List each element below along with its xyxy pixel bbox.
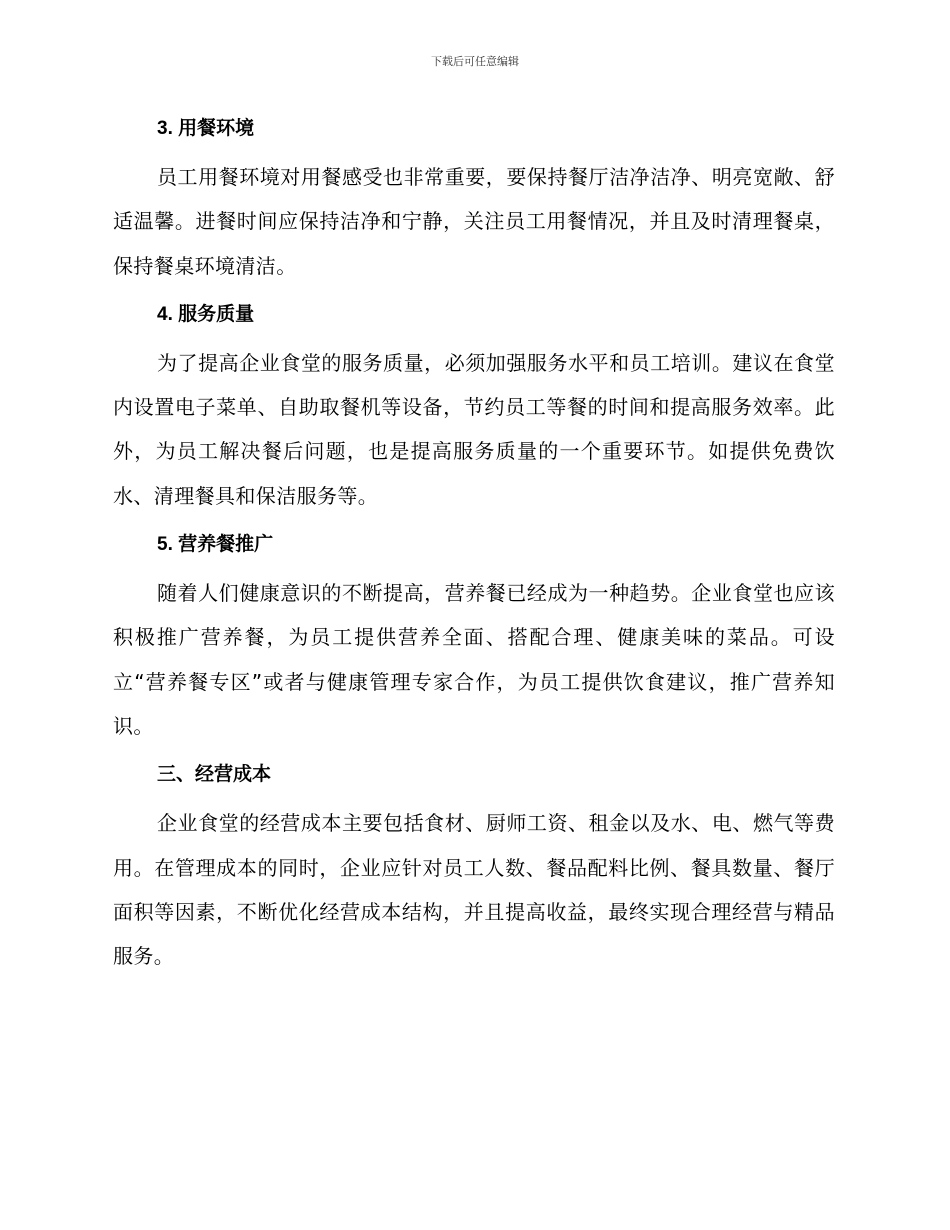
- section-paragraph: 随着人们健康意识的不断提高，营养餐已经成为一种趋势。企业食堂也应该积极推广营养餐，为员工提供营养全面、搭配合理、健康美味的菜品。可设立“营养餐专区”或者与健康管理专家合作，为员工提供饮食建议，推广营养知识。: [113, 581, 835, 738]
- section-operating-costs: [113, 756, 835, 978]
- section-heading: 三、经营成本: [157, 764, 272, 786]
- section-heading: 3. 用餐环境: [157, 118, 255, 139]
- section-heading: 4. 服务质量: [157, 303, 255, 325]
- document-body: [113, 110, 835, 986]
- section-paragraph: 为了提高企业食堂的服务质量，必须加强服务水平和员工培训。建议在食堂内设置电子菜单、自助取餐机等设备，节约员工等餐的时间和提高服务效率。此外，为员工解决餐后问题，也是提高服务质量的一个重要环节。如提供免费饮水、清理餐具和保洁服务等。: [113, 350, 835, 508]
- section-paragraph: 员工用餐环境对用餐感受也非常重要，要保持餐厅洁净洁净、明亮宽敞、舒适温馨。进餐时间应保持洁净和宁静，关注员工用餐情况，并且及时清理餐桌，保持餐桌环境清洁。: [113, 165, 835, 278]
- section-dining-environment: [113, 110, 835, 288]
- section-nutrition-meal-promotion: [113, 526, 835, 748]
- section-service-quality: [113, 296, 835, 518]
- page-header-note: 下载后可任意编辑: [431, 55, 519, 68]
- section-paragraph: 企业食堂的经营成本主要包括食材、厨师工资、租金以及水、电、燃气等费用。在管理成本的同时，企业应针对员工人数、餐品配料比例、餐具数量、餐厅面积等因素，不断优化经营成本结构，并且提高收益，最终实现合理经营与精品服务。: [113, 811, 835, 969]
- section-heading: 5. 营养餐推广: [157, 534, 274, 556]
